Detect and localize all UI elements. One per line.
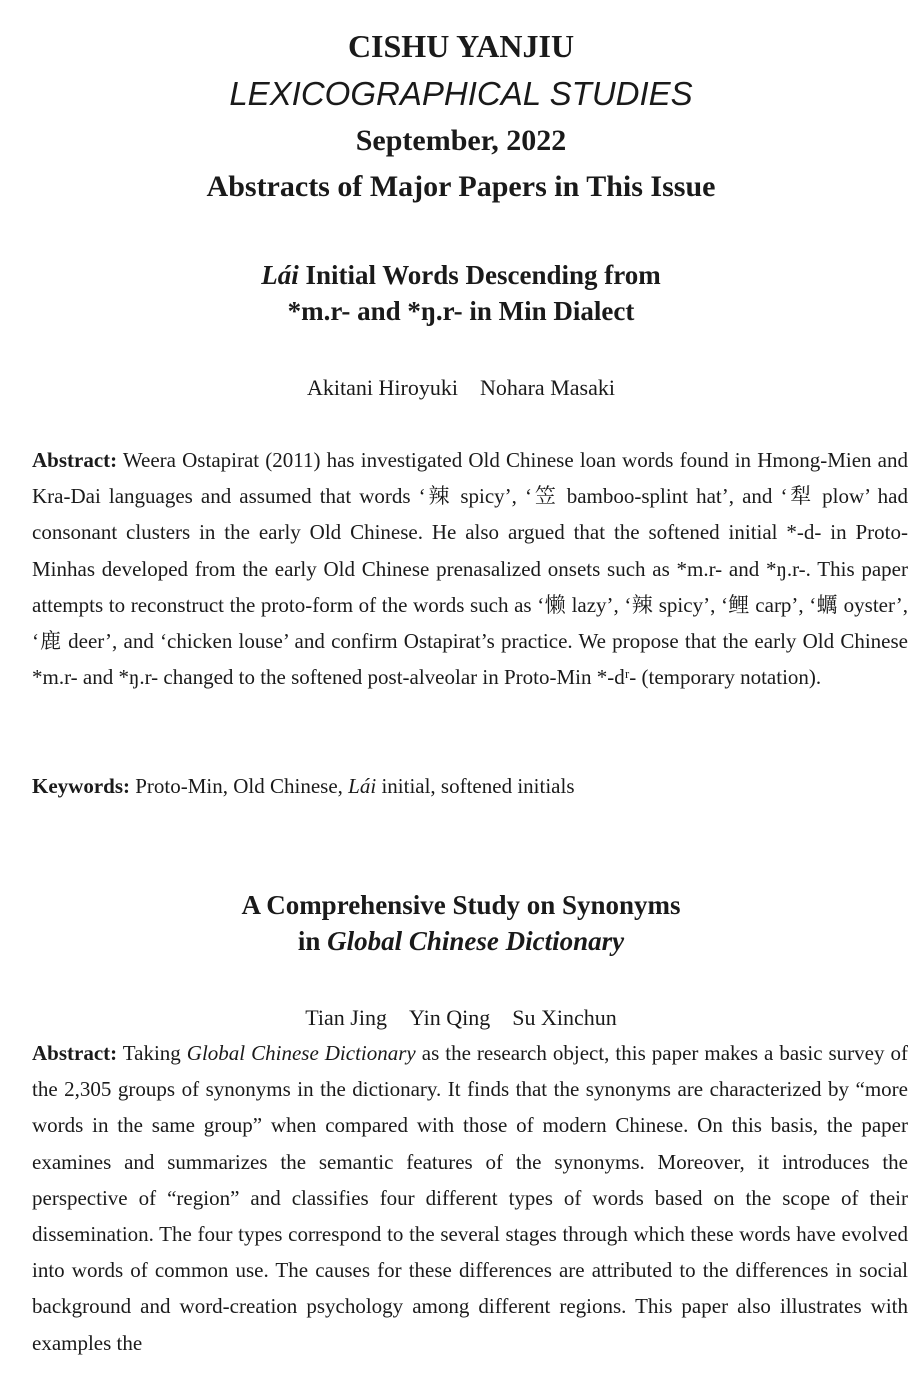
- paper-2-title-italic: Global Chinese Dictionary: [327, 926, 625, 956]
- journal-subtitle: LEXICOGRAPHICAL STUDIES: [229, 75, 693, 112]
- journal-date: September, 2022: [355, 124, 567, 157]
- paper-1-authors: [0, 373, 922, 403]
- issue-heading: Abstracts of Major Papers in This Issue: [206, 170, 716, 203]
- paper-1-abstract: [32, 442, 908, 695]
- paper-2-title-line-1: A Comprehensive Study on Synonyms: [241, 890, 681, 920]
- paper-1-keywords: [32, 768, 908, 804]
- paper-2-authors: [0, 1003, 922, 1033]
- paper-2-abstract: [32, 1035, 908, 1361]
- paper-2-author-3: Su Xinchun: [512, 1005, 617, 1030]
- paper-1-title-line-1: [0, 257, 922, 293]
- paper-2-abstract-pre: Taking: [117, 1041, 187, 1065]
- paper-2-abstract-italic: Global Chinese Dictionary: [186, 1041, 416, 1065]
- paper-1-keywords-label: Keywords:: [32, 774, 130, 798]
- paper-2-author-2: Yin Qing: [408, 1005, 491, 1030]
- paper-2-title-prefix: in: [297, 926, 328, 956]
- paper-1-title-line-2: *m.r- and *ŋ.r- in Min Dialect: [287, 296, 635, 326]
- paper-1-keywords-italic: Lái: [348, 774, 377, 798]
- paper-1-author-1: Akitani Hiroyuki: [307, 375, 458, 400]
- journal-title: CISHU YANJIU: [347, 28, 575, 64]
- paper-2-title-line-2: [0, 923, 922, 959]
- paper-2-abstract-text: as the research object, this paper makes a basic survey of the 2,305 groups of synonyms in the dictionary. It finds that the synonyms are characterized by “more words in the same group” when compared with those of modern Chinese. On this basis, the paper examines and summarizes the semantic features of the synonyms. Moreover, it introduces the perspective of “region” and classifies four different types of words based on the scope of their dissemination. The four types correspond to the several stages through which these words have evolved into words of common use. The causes for these differences are attributed to the differences in social background and word-creation psychology among different regions. This paper also illustrates with examples the: [32, 1041, 908, 1355]
- paper-1-keywords-text-2: initial, softened initials: [376, 774, 575, 798]
- paper-1-author-2: Nohara Masaki: [479, 375, 615, 400]
- paper-1-abstract-text: Weera Ostapirat (2011) has investigated Old Chinese loan words found in Hmong-Mien and Kra-Dai languages and assumed that words ‘辣 spicy’, ‘笠 bamboo-splint hat’, and ‘犁 plow’ had consonant clusters in the early Old Chinese. He also argued that the softened initial *-d- in Proto-Minhas developed from the early Old Chinese prenasalized onsets such as *m.r- and *ŋ.r-. This paper attempts to reconstruct the proto-form of the words such as ‘懒 lazy’, ‘辣 spicy’, ‘鲤 carp’, ‘蠣 oyster’, ‘鹿 deer’, and ‘chicken louse’ and confirm Ostapirat’s practice. We propose that the early Old Chinese *m.r- and *ŋ.r- changed to the softened post-alveolar in Proto-Min *-dʳ- (temporary notation).: [32, 448, 908, 690]
- paper-1-title-rest: Initial Words Descending from: [298, 260, 661, 290]
- paper-1-abstract-label: Abstract:: [32, 448, 118, 472]
- paper-2-abstract-label: Abstract:: [32, 1041, 118, 1065]
- paper-1-keywords-text-1: Proto-Min, Old Chinese,: [130, 774, 349, 798]
- paper-2-author-1: Tian Jing: [305, 1005, 387, 1030]
- paper-1-title-italic: Lái: [261, 260, 299, 290]
